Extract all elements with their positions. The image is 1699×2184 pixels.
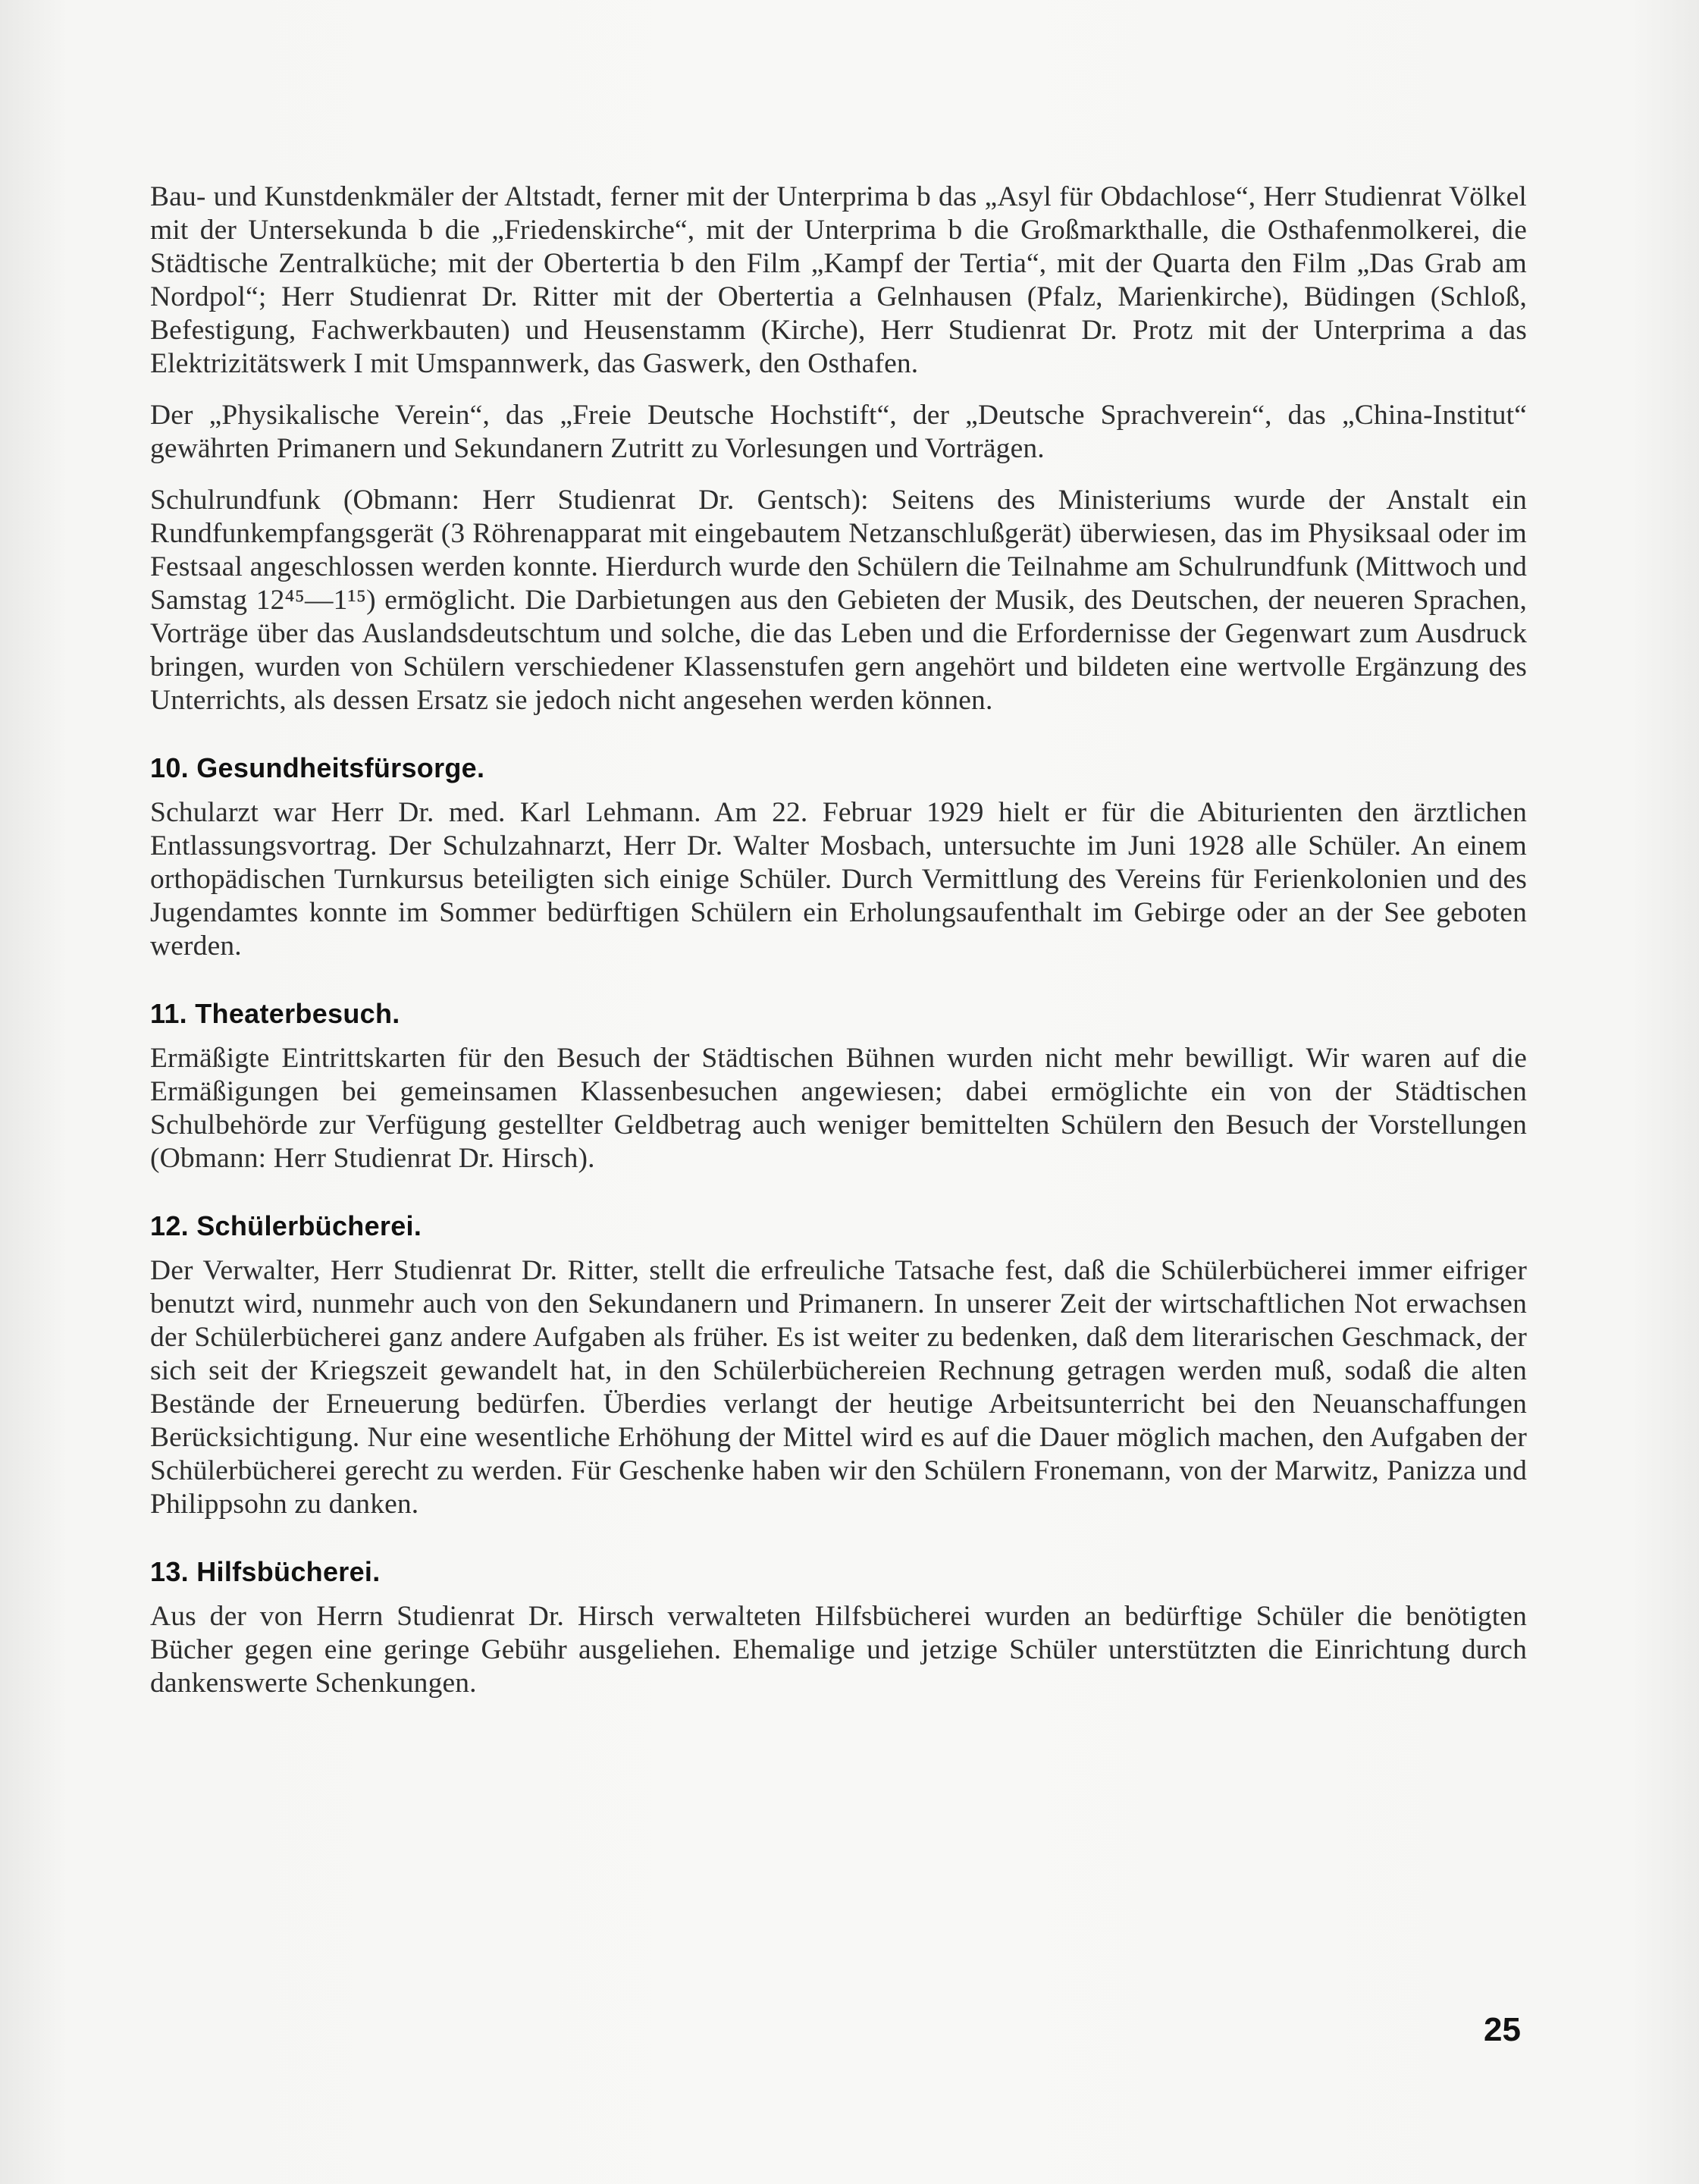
heading-hilfsbuecherei: 13. Hilfsbücherei. (150, 1556, 381, 1587)
paragraph-school-radio: Schulrundfunk (Obmann: Herr Studienrat Dr. Gentsch): Seitens des Ministeriums wurde der Anstalt ein Rundfunkempfangsgerät (3 Röhrenapparat mit eingebautem Netzanschlußgerät) überwiesen, das im Physiksaal oder im Festsaal angeschlossen werden konnte. Hierdurch wurde den Schülern die Teilnahme am Schulrundfunk (Mittwoch und Samstag 12⁴⁵—1¹⁵) ermöglicht. Die Darbietungen aus den Gebieten der Musik, des Deutschen, der neueren Sprachen, Vorträge über das Auslandsdeutschtum und solche, die das Leben und die Erfordernisse der Gegenwart zum Ausdruck bringen, wurden von Schülern verschiedener Klassenstufen gern angehört und bildeten eine wertvolle Ergänzung des Unterrichts, als dessen Ersatz sie jedoch nicht angesehen werden können. (150, 485, 1527, 716)
paragraph-institutions: Der „Physikalische Verein“, das „Freie Deutsche Hochstift“, der „Deutsche Sprachverein“, das „China-Institut“ gewährten Primanern und Sekundanern Zutritt zu Vorlesungen und Vorträgen. (150, 400, 1527, 464)
page-number: 25 (1484, 2011, 1521, 2048)
paragraph-hilfsbuecherei: Aus der von Herrn Studienrat Dr. Hirsch verwalteten Hilfsbücherei wurden an bedürftige Schüler die benötigten Bücher gegen eine geringe Gebühr ausgeliehen. Ehemalige und jetzige Schüler unterstützten die Einrichtung durch dankenswerte Schenkungen. (150, 1601, 1527, 1699)
heading-theaterbesuch: 11. Theaterbesuch. (150, 998, 400, 1029)
paragraph-excursions: Bau- und Kunstdenkmäler der Altstadt, ferner mit der Unterprima b das „Asyl für Obdachlose“, Herr Studienrat Völkel mit der Untersekunda b die „Friedenskirche“, mit der Unterprima b die Großmarkthalle, die Osthafenmolkerei, die Städtische Zentralküche; mit der Obertertia b den Film „Kampf der Tertia“, mit der Quarta den Film „Das Grab am Nordpol“; Herr Studienrat Dr. Ritter mit der Obertertia a Gelnhausen (Pfalz, Marienkirche), Büdingen (Schloß, Befestigung, Fachwerkbauten) und Heusenstamm (Kirche), Herr Studienrat Dr. Protz mit der Unterprima a das Elektrizitätswerk I mit Umspannwerk, das Gaswerk, den Osthafen. (150, 181, 1527, 379)
paragraph-gesundheitsfuersorge: Schularzt war Herr Dr. med. Karl Lehmann. Am 22. Februar 1929 hielt er für die Abiturienten den ärztlichen Entlassungsvortrag. Der Schulzahnarzt, Herr Dr. Walter Mosbach, untersuchte im Juni 1928 alle Schüler. An einem orthopädischen Turnkursus beteiligten sich einige Schüler. Durch Vermittlung des Vereins für Ferienkolonien und des Jugendamtes konnte im Sommer bedürftigen Schülern ein Erholungsaufenthalt im Gebirge oder an der See geboten werden. (150, 797, 1527, 962)
heading-gesundheitsfuersorge: 10. Gesundheitsfürsorge. (150, 752, 485, 783)
heading-schuelerbuecherei: 12. Schülerbücherei. (150, 1210, 422, 1241)
paragraph-theaterbesuch: Ermäßigte Eintrittskarten für den Besuch der Städtischen Bühnen wurden nicht mehr bewilligt. Wir waren auf die Ermäßigungen bei gemeinsamen Klassenbesuchen angewiesen; dabei ermöglichte ein von der Städtischen Schulbehörde zur Verfügung gestellter Geldbetrag auch weniger bemittelten Schülern den Besuch der Vorstellungen (Obmann: Herr Studienrat Dr. Hirsch). (150, 1043, 1527, 1174)
paragraph-schuelerbuecherei: Der Verwalter, Herr Studienrat Dr. Ritter, stellt die erfreuliche Tatsache fest, daß die Schülerbücherei immer eifriger benutzt wird, nunmehr auch von den Sekundanern und Primanern. In unserer Zeit der wirtschaftlichen Not erwachsen der Schülerbücherei ganz andere Aufgaben als früher. Es ist weiter zu bedenken, daß dem literarischen Geschmack, der sich seit der Kriegszeit gewandelt hat, in den Schülerbüchereien Rechnung getragen werden muß, sodaß die alten Bestände der Erneuerung bedürfen. Überdies verlangt der heutige Arbeitsunterricht bei den Neuanschaffungen Berücksichtigung. Nur eine wesentliche Erhöhung der Mittel wird es auf die Dauer möglich machen, den Aufgaben der Schülerbücherei gerecht zu werden. Für Geschenke haben wir den Schülern Fronemann, von der Marwitz, Panizza und Philippsohn zu danken. (150, 1255, 1527, 1520)
page-content (150, 180, 1527, 1718)
